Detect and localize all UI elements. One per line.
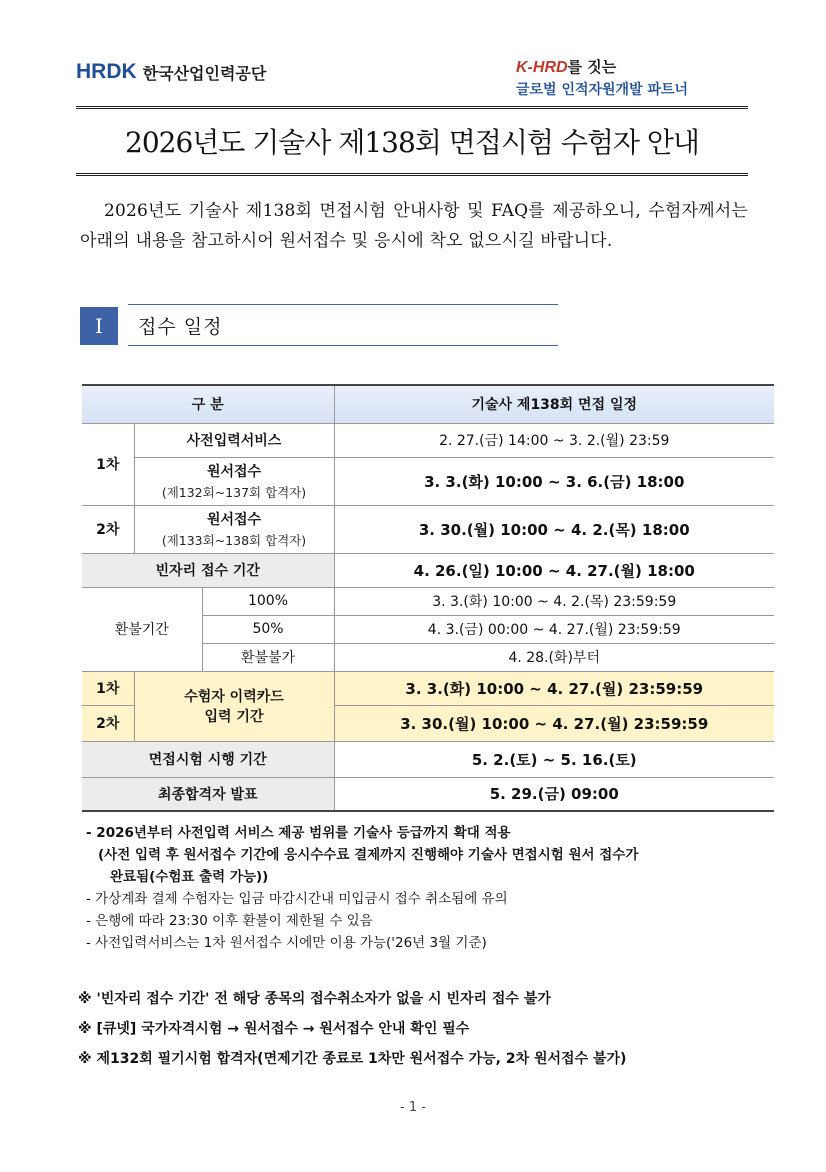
exam-period-label: 면접시험 시행 기간 [82,741,334,777]
table-row [82,741,774,777]
refund-value: 3. 3.(화) 10:00 ~ 4. 2.(목) 23:59:59 [334,587,774,615]
vacancy-value: 4. 26.(일) 10:00 ~ 4. 27.(월) 18:00 [334,553,774,587]
notes-list [86,822,756,954]
note-item: - 가상계좌 결제 수험자는 입금 마감시간내 미입금시 접수 취소됨에 유의 [86,891,508,907]
refund-pct: 환불불가 [202,643,334,671]
reference-marks [78,984,758,1074]
note-item-detail: (사전 입력 후 원서접수 기간에 응시수수료 결제까지 진행해야 기술사 면접시험 원서 접수가 [98,847,639,863]
slogan-top [516,56,688,77]
table-row [82,505,774,553]
round-1-application-value: 3. 3.(화) 10:00 ~ 3. 6.(금) 18:00 [334,457,774,505]
card-round-2-value: 3. 30.(월) 10:00 ~ 4. 27.(월) 23:59:59 [334,705,774,741]
round-2-application-value: 3. 30.(월) 10:00 ~ 4. 2.(목) 18:00 [334,505,774,553]
page-title: 2026년도 기술사 제138회 면접시험 수험자 안내 [125,126,699,159]
table-row [82,777,774,811]
vacancy-label: 빈자리 접수 기간 [82,553,334,587]
schedule-table [82,384,774,812]
table-row [82,553,774,587]
exam-period-value: 5. 2.(토) ~ 5. 16.(토) [334,741,774,777]
hrdk-logo-mark: HRDK [76,60,137,83]
reference-mark-item: ※ [큐넷] 국가자격시험 → 원서접수 → 원서접수 안내 확인 필수 [78,1021,470,1037]
card-label-line-2: 입력 기간 [204,709,264,725]
refund-pct: 100% [202,587,334,615]
col-header-category: 구 분 [82,385,334,423]
slogan-brand: K-HRD [516,59,568,76]
round-1-application-cell [134,457,334,505]
table-row [82,423,774,457]
table-row [82,587,774,615]
section-title: 접수 일정 [138,315,223,338]
slogan-logo [516,56,688,99]
slogan-bottom: 글로벌 인적자원개발 파트너 [516,82,689,98]
table-row [82,671,774,705]
slogan-top-rest: 를 짓는 [567,58,617,76]
refund-value: 4. 3.(금) 00:00 ~ 4. 27.(월) 23:59:59 [334,615,774,643]
result-label: 최종합격자 발표 [82,777,334,811]
note-item-detail: 완료됨(수험표 출력 가능)) [110,869,269,885]
round-2-application-cell [134,505,334,553]
card-round-1: 1차 [82,671,134,705]
card-round-2: 2차 [82,705,134,741]
section-number-badge: I [80,307,118,345]
round-1-cell: 1차 [82,423,134,505]
round-1-application-sub: (제132회~137회 합격자) [161,485,307,500]
card-round-1-value: 3. 3.(화) 10:00 ~ 4. 27.(월) 23:59:59 [334,671,774,705]
reference-mark-item: ※ '빈자리 접수 기간' 전 해당 종목의 접수취소자가 없을 시 빈자리 접수 불가 [78,991,551,1007]
table-row [82,457,774,505]
result-value: 5. 29.(금) 09:00 [334,777,774,811]
pre-input-label: 사전입력서비스 [134,423,334,457]
round-2-cell: 2차 [82,505,134,553]
note-item: - 은행에 따라 23:30 이후 환불이 제한될 수 있음 [86,913,373,929]
refund-value: 4. 28.(화)부터 [334,643,774,671]
title-box [76,106,748,176]
note-item: - 2026년부터 사전입력 서비스 제공 범위를 기술사 등급까지 확대 적용 [86,825,511,841]
section-title-box [128,304,558,346]
round-1-application-label: 원서접수 [206,464,262,480]
note-item: - 사전입력서비스는 1차 원서접수 시에만 이용 가능('26년 3월 기준) [86,935,487,951]
card-label-line-1: 수험자 이력카드 [184,689,284,705]
reference-mark-item: ※ 제132회 필기시험 합격자(면제기간 종료로 1차만 원서접수 가능, 2차 원서접수 불가) [78,1051,627,1067]
refund-label: 환불기간 [82,587,202,671]
col-header-schedule: 기술사 제138회 면접 일정 [334,385,774,423]
hrdk-logo [76,60,266,84]
table-header-row [82,385,774,423]
card-label-cell [134,671,334,741]
round-2-application-label: 원서접수 [206,512,262,528]
org-name: 한국산업인력공단 [142,63,267,83]
intro-paragraph: 2026년도 기술사 제138회 면접시험 안내사항 및 FAQ를 제공하오니, 수험자께서는 아래의 내용을 참고하시어 원서접수 및 응시에 착오 없으시길 바랍니다. [80,201,748,251]
refund-pct: 50% [202,615,334,643]
round-2-application-sub: (제133회~138회 합격자) [161,533,307,548]
page-number: - 1 - [400,1100,426,1115]
pre-input-value: 2. 27.(금) 14:00 ~ 3. 2.(월) 23:59 [334,423,774,457]
